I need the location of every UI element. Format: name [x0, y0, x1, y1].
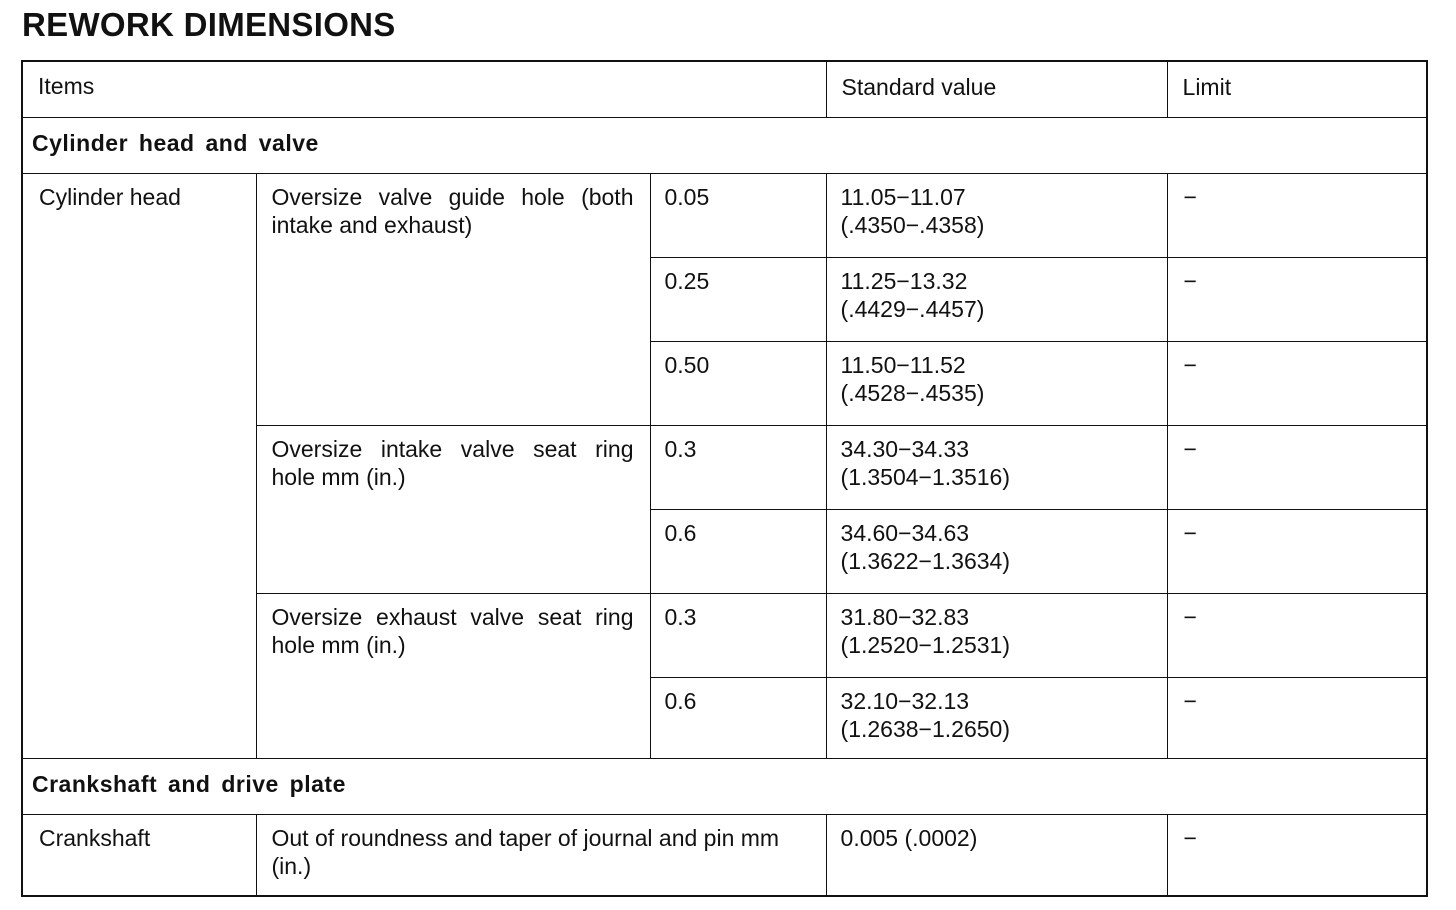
header-standard-value: Standard value — [826, 61, 1167, 118]
standard-value: 32.10−32.13 (1.2638−1.2650) — [826, 678, 1167, 759]
standard-value: 34.60−34.63 (1.3622−1.3634) — [826, 510, 1167, 594]
standard-value: 34.30−34.33 (1.3504−1.3516) — [826, 426, 1167, 510]
limit-value: − — [1167, 815, 1427, 897]
limit-value: − — [1167, 258, 1427, 342]
section-row-crankshaft — [22, 759, 1427, 815]
limit-value: − — [1167, 678, 1427, 759]
limit-value: − — [1167, 594, 1427, 678]
section-heading: Crankshaft and drive plate — [22, 759, 1427, 815]
standard-value: 11.05−11.07 (.4350−.4358) — [826, 174, 1167, 258]
header-items: Items — [22, 61, 826, 118]
oversize-value: 0.3 — [650, 426, 826, 510]
description-valve-guide-hole: Oversize valve guide hole (both intake and exhaust) — [256, 174, 650, 426]
page-title: REWORK DIMENSIONS — [22, 6, 396, 43]
section-heading: Cylinder head and valve — [22, 118, 1427, 174]
table-row — [22, 815, 1427, 897]
description-intake-seat-ring-hole: Oversize intake valve seat ring hole mm (in.) — [256, 426, 650, 594]
item-cylinder-head: Cylinder head — [22, 174, 256, 759]
oversize-value: 0.25 — [650, 258, 826, 342]
limit-value: − — [1167, 174, 1427, 258]
oversize-value: 0.6 — [650, 678, 826, 759]
section-row-cylinder-head — [22, 118, 1427, 174]
oversize-value: 0.50 — [650, 342, 826, 426]
limit-value: − — [1167, 510, 1427, 594]
table-row — [22, 174, 1427, 258]
oversize-value: 0.05 — [650, 174, 826, 258]
item-crankshaft: Crankshaft — [22, 815, 256, 897]
description-roundness-taper: Out of roundness and taper of journal and pin mm (in.) — [256, 815, 826, 897]
table-header-row — [22, 61, 1427, 118]
standard-value: 11.25−13.32 (.4429−.4457) — [826, 258, 1167, 342]
limit-value: − — [1167, 426, 1427, 510]
standard-value: 0.005 (.0002) — [826, 815, 1167, 897]
limit-value: − — [1167, 342, 1427, 426]
standard-value: 31.80−32.83 (1.2520−1.2531) — [826, 594, 1167, 678]
description-exhaust-seat-ring-hole: Oversize exhaust valve seat ring hole mm (in.) — [256, 594, 650, 759]
standard-value: 11.50−11.52 (.4528−.4535) — [826, 342, 1167, 426]
header-limit: Limit — [1167, 61, 1427, 118]
oversize-value: 0.3 — [650, 594, 826, 678]
oversize-value: 0.6 — [650, 510, 826, 594]
rework-dimensions-table — [21, 60, 1428, 897]
